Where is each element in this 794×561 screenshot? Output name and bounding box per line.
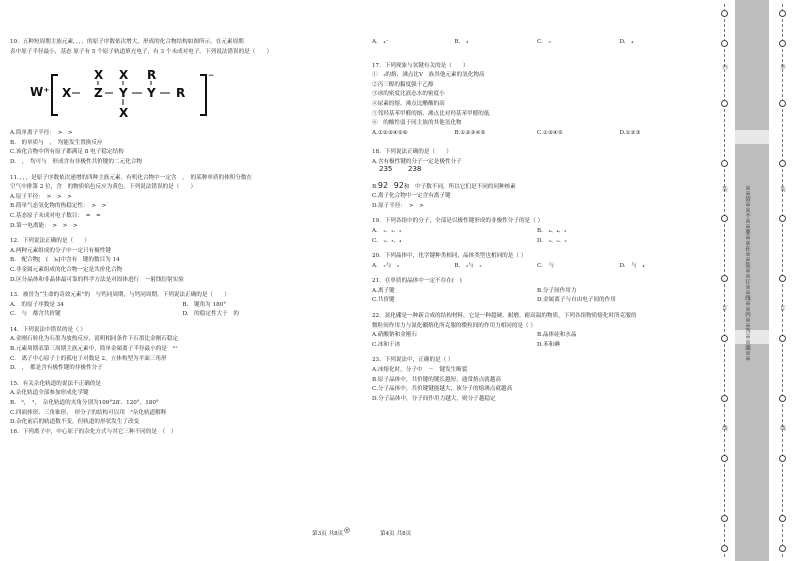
option-a: A. ₂、₂、₂ [372, 227, 402, 234]
option-a: A.原子半径： > > > [10, 193, 72, 200]
option-a: A. ₄⁻ [372, 39, 389, 45]
circle-icon [721, 10, 728, 17]
option-d: D.区分晶体和非晶体最可靠的科学方法是对固体进行 一射线衍射实验 [10, 276, 184, 283]
option-c: C. ₃ [537, 39, 551, 45]
option-a: A.金刚石转化为石墨为放热反应，说明相同条件下石墨比金刚石稳定 [10, 336, 179, 343]
options-row [10, 310, 355, 320]
option-c: C.分子晶体中，共价键键能越大，该分子的熔沸点就越高 [372, 386, 513, 393]
atom-label: X [94, 68, 104, 83]
option-d: D.①②③ [619, 129, 641, 136]
option-b: B. ₄ [454, 39, 469, 45]
option-c: C.①③④⑤ [537, 129, 563, 136]
options-row [372, 341, 702, 351]
isotope-number: 92 [393, 180, 404, 190]
question-10 [10, 38, 355, 168]
option-b: B. ₄、₄、₂ [537, 227, 567, 234]
statement-item: ⑤邻羟基苯甲醛的熔、沸点比对羟基苯甲醛的低 [372, 110, 490, 117]
strip-block [735, 130, 769, 144]
inner-label: 装 [721, 186, 727, 192]
question-text: 23．下列说法中，正确的是（ ） [372, 357, 454, 364]
question-15 [10, 380, 355, 428]
options-row [372, 287, 702, 297]
option-c: C.四面体形、三角锥形、 形分子的结构可以用 ³杂化轨道解释 [10, 409, 167, 416]
option-b: B.晶体硅和水晶 [537, 332, 577, 339]
structure-diagram [10, 59, 355, 125]
option-b-prefix: B. [372, 183, 378, 190]
question-21 [372, 277, 702, 306]
question-text: 表中原子半径最小，基态 原子有 5 个原子轨道填充电子，有 3 个未成对电子。下列说法错误的是（ ） [10, 48, 273, 55]
center-mark-icon: ◎ [344, 526, 351, 534]
spacer [372, 48, 702, 62]
option-b: B. 的单质与 ， 均能发生置换反应 [10, 139, 103, 146]
spacer [372, 138, 702, 148]
question-13 [10, 291, 355, 320]
circle-icon [779, 395, 786, 402]
question-23 [372, 356, 702, 404]
circle-icon [779, 40, 786, 47]
option-c: C. 与 都含共价键 [10, 311, 61, 318]
isotope-number: 92 [377, 180, 389, 190]
question-text: 15．有关杂化轨道的说法不正确的是 [10, 380, 102, 387]
option-c: C. ₂、₃、₄ [372, 237, 402, 244]
question-text: 微粒间作用力与氮化硼熔化所克服的微粒间的作用力相同的是（ ） [372, 322, 536, 329]
option-d: D. 与 ₄ [619, 262, 645, 269]
option-c: C.冰和干冰 [372, 341, 401, 348]
options-row [372, 262, 702, 272]
outer-label: 外 [779, 64, 785, 70]
page-number-left: 第3页 共8页 [312, 531, 344, 537]
option-d: D.第一电离能： > > > [10, 222, 78, 229]
option-c: C.离子化合物中一定含有离子键 [372, 193, 451, 200]
statement-item: ②丙三醇的黏度强于乙醇 [372, 81, 434, 88]
atom-label: R [147, 68, 157, 83]
option-b: B.①②③④⑤ [454, 129, 486, 136]
circle-icon [779, 335, 786, 342]
question-text: 16．下列离子中，中心原子的杂化方式与其它三种不同的是 （ ） [10, 428, 177, 435]
option-b-text: 和 中子数不同，所以它们是不同的同种核素 [403, 183, 516, 190]
circle-icon [721, 515, 728, 522]
question-16-options [372, 38, 702, 48]
question-text: 10．五种短周期主族元素，，，，的原子序数依次增大，形成的化合物结构如图所示。在元素周期 [10, 39, 244, 45]
option-d: D. ， 都是含有极性键的非极性分子 [10, 365, 103, 372]
atom-label: Z [94, 86, 103, 101]
option-b: B. 键角为 180° [182, 301, 227, 308]
circle-icon [721, 40, 728, 47]
circle-icon [721, 335, 728, 342]
option-d: D. ₄ [619, 39, 634, 45]
option-d: D. ₃、₂、₂ [537, 237, 567, 244]
circle-icon [779, 215, 786, 222]
option-c: C.非金属元素组成的化合物一定是共价化合物 [10, 266, 123, 273]
options-row [372, 227, 702, 237]
inner-label: 内 [721, 64, 727, 70]
binding-warning-text: ※※请※※不※※要※※在※※装※※订※※线※※内※※答※※题※※ [744, 185, 750, 361]
option-d: D.苯和碘 [537, 341, 560, 348]
question-text: 22．氮化硼是一种新合成的结构材料，它是一种超硬、耐磨、耐高温的物质，下列各组物质熔化时所克服的 [372, 313, 637, 320]
option-a: A.冰熔化时，分子中 － 键发生断裂 [372, 367, 468, 374]
question-18 [372, 148, 702, 211]
question-text: 17．下列现象与氢键有关的是（ ） [372, 62, 469, 69]
circle-icon [721, 215, 728, 222]
option-b [372, 181, 702, 193]
option-a: A.简单离子半径： > > [10, 130, 73, 137]
option-b: B.原子晶体中，共价键的键长越短，通常熔点就越高 [372, 376, 501, 383]
circle-icon [721, 545, 728, 552]
question-text: 11．，，，是原子序数依次递增的四种主族元素。有机化合物中一定含 ， 的某种单质的体积分数在 [10, 174, 253, 181]
option-c: C.该化合物中所有原子都满足 8 电子稳定结构 [10, 149, 124, 156]
inner-label: 订 [721, 305, 727, 311]
gray-strip [735, 0, 769, 561]
option-d: D.金属离子与自由电子间的作用 [537, 297, 616, 304]
option-a: A. 的原子序数是 34 [10, 301, 64, 308]
right-column [372, 38, 702, 404]
statement-item: ⑥ 的酸性弱于同主族的其他氢化物 [372, 120, 462, 127]
circle-icon [779, 515, 786, 522]
statement-item: ④尿素的熔、沸点比醋酸的高 [372, 100, 445, 107]
circle-icon [779, 100, 786, 107]
option-d: D.杂化前后的轨道数不变，但轨道的形状发生了改变 [10, 419, 140, 426]
circle-icon [779, 455, 786, 462]
question-16 [10, 428, 355, 438]
option-d: D. 的稳定性大于 的 [182, 311, 239, 318]
option-c: C.共价键 [372, 297, 395, 304]
question-22 [372, 312, 702, 350]
atom-label: X [62, 86, 72, 101]
option-a: A.离子键 [372, 287, 395, 294]
question-text: 20．下列晶体中，化学键种类相同，晶体类型也相同的是（ ） [372, 253, 527, 260]
circle-icon [779, 545, 786, 552]
option-b: B. ₂与 ₂ [454, 262, 482, 269]
question-text: 空气中排第 2 位，含 的物质焰色反应为黄色。下列说法错误的是（ ） [10, 184, 197, 191]
circle-icon [779, 10, 786, 17]
question-text: 13．被誉为“生命的奇效元素”的 与钙同周期，与钙同周期。下列说法正确的是（ ） [10, 292, 230, 299]
question-text: 19．下列各组中的分子，全部是以极性键形成的非极性分子的是（ ） [372, 218, 544, 225]
atom-label: R [176, 86, 186, 101]
option-d: D.原子半径： > > [372, 202, 424, 209]
option-a: A.杂化轨道全部参加形成化学键 [10, 390, 89, 397]
outer-label: 订 [779, 305, 785, 311]
option-c: C. 与 [537, 262, 555, 269]
question-11 [10, 174, 355, 232]
left-column [10, 38, 355, 437]
atom-label: Y [119, 86, 128, 101]
anion-charge: ⁻ [208, 70, 215, 85]
isotope-mass: 235 [379, 164, 393, 173]
option-c: C. 离子中心原子上的孤电子对数是 2，立体构型为平面三角形 [10, 355, 167, 362]
options-row [372, 296, 702, 306]
atom-label: X [119, 106, 129, 121]
option-d: D.分子晶体中，分子间作用力越大，则分子越稳定 [372, 395, 496, 402]
circle-icon [721, 100, 728, 107]
page-number-right: 第4页 共8页 [380, 531, 412, 537]
binding-margin [712, 0, 794, 561]
option-b: B. ³， ²， 杂化轨道的夹角分别为109°28′、120°、180° [10, 400, 159, 407]
atom-label: Y [147, 86, 156, 101]
circle-icon [779, 160, 786, 167]
option-c: C.基态原子未成对电子数目： = = [10, 212, 101, 219]
circle-icon [721, 275, 728, 282]
option-b: B.元素周期表第三周期主族元素中，简单金属离子半径最小的是 ³⁺ [10, 346, 178, 353]
options-row [372, 237, 702, 247]
atom-label: X [119, 68, 129, 83]
options-row [10, 301, 355, 311]
statement-item: ① ₃的熔、沸点比Ⅴ 族其他元素的氢化物高 [372, 72, 485, 79]
options-row [372, 129, 702, 139]
question-12 [10, 237, 355, 285]
outer-label: 线 [779, 425, 785, 431]
isotope-option-b [372, 164, 702, 181]
question-17 [372, 62, 702, 139]
option-a: A.硝酸钠和金刚石 [372, 332, 417, 339]
strip-block [735, 330, 769, 344]
option-a: A.含有极性键的分子一定是极性分子 [372, 158, 462, 165]
question-text: 21．在单质的晶体中一定不存在( ) [372, 278, 462, 285]
statement-item: ③冰的密度比液态水的密度小 [372, 91, 445, 98]
option-d: D. ， 均可与 形成含有非极性共价键的二元化合物 [10, 158, 142, 165]
circle-icon [721, 455, 728, 462]
option-b: B.分子间作用力 [537, 287, 577, 294]
options-row [372, 331, 702, 341]
circle-icon [721, 160, 728, 167]
question-text: 12．下列说法正确的是（ ） [10, 238, 90, 245]
option-b: B. 配合物[ ( )₆]中含有 键的数目为 14 [10, 257, 120, 264]
isotope-mass: 238 [408, 164, 422, 173]
circle-icon [721, 395, 728, 402]
question-text: 14．下列说法中错误的是（ ） [10, 326, 87, 333]
option-a: A.①②③④⑤⑥ [372, 129, 408, 136]
cation-label: W⁺ [30, 85, 50, 100]
question-14 [10, 326, 355, 374]
question-text: 18．下列说法正确的是（ ） [372, 149, 452, 156]
option-a: A. ₂与 ₂ [372, 262, 400, 269]
outer-label: 装 [779, 186, 785, 192]
option-a: A.两种元素组成的分子中一定只有极性键 [10, 247, 111, 254]
inner-label: 线 [721, 425, 727, 431]
question-19 [372, 217, 702, 246]
bracket-lines [50, 73, 210, 121]
question-20 [372, 252, 702, 271]
circle-icon [779, 275, 786, 282]
option-b: B.简单气态氢化物的热稳定性： > > [10, 203, 107, 210]
